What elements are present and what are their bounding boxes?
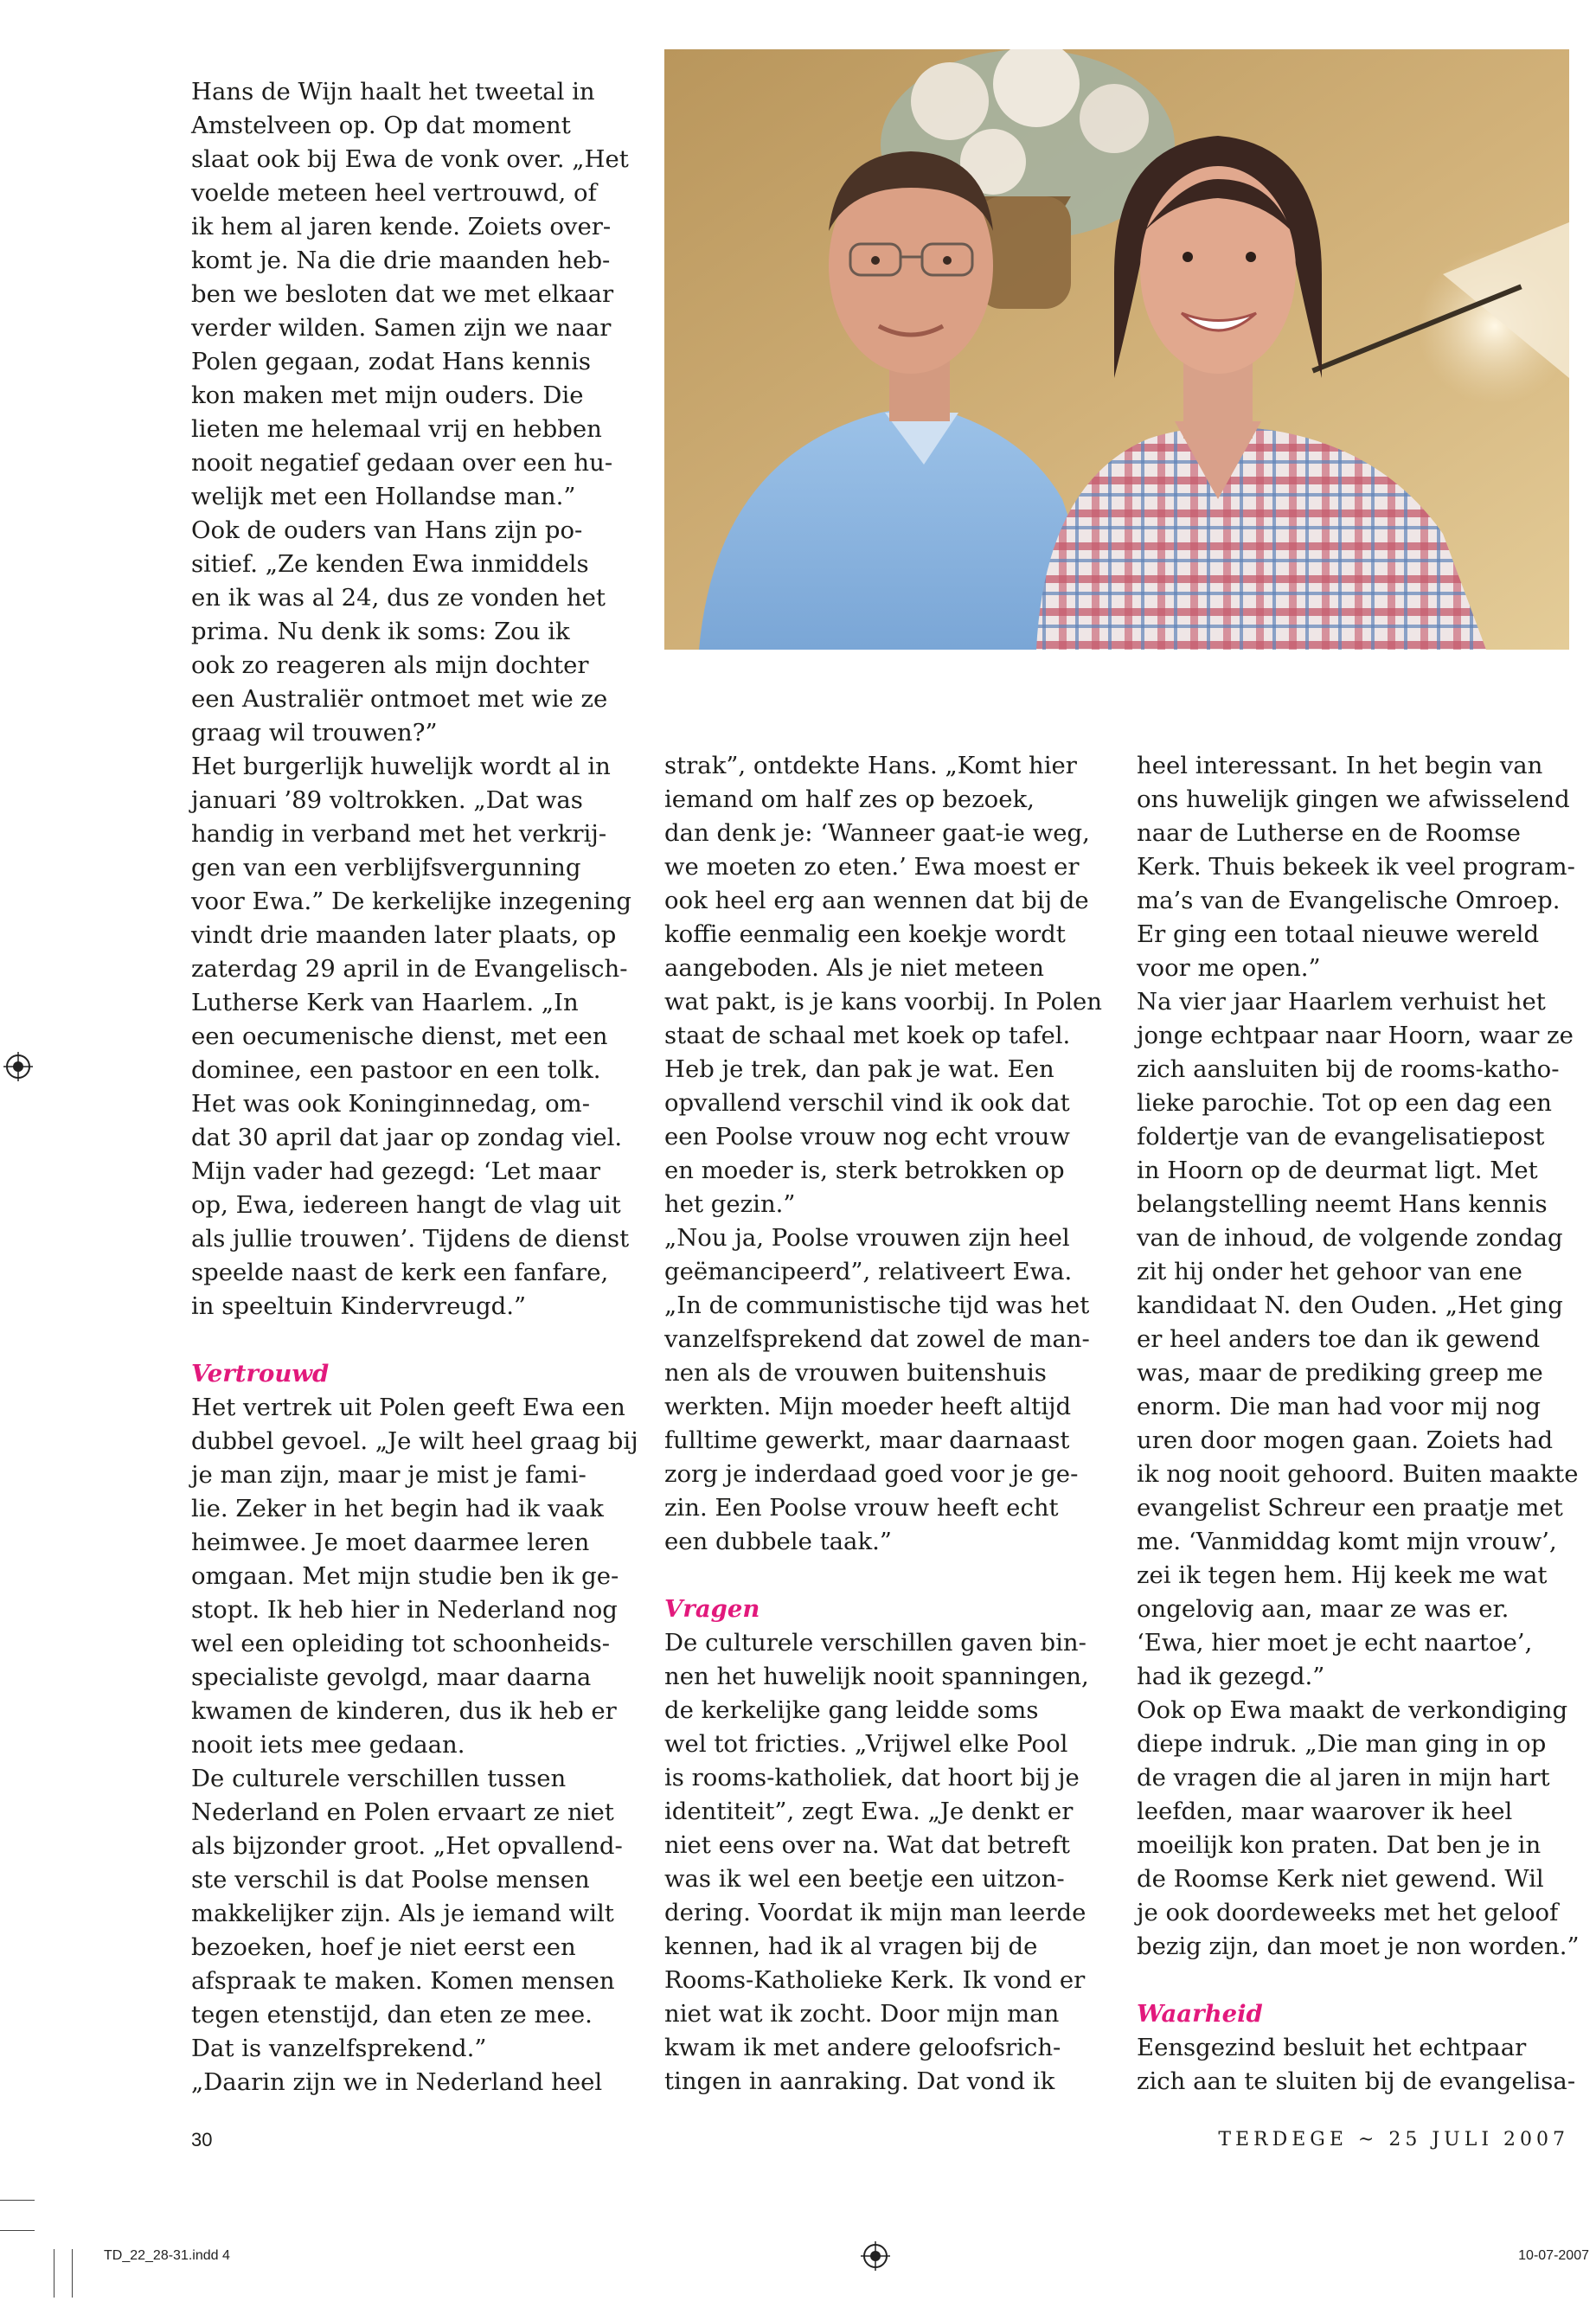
text-line: tegen etenstijd, dan eten ze mee. bbox=[191, 2001, 593, 2029]
text-line: ons huwelijk gingen we afwisselend bbox=[1137, 785, 1570, 813]
text-line: wel tot fricties. „Vrijwel elke Pool bbox=[664, 1730, 1068, 1758]
text-line: ben we besloten dat we met elkaar bbox=[191, 280, 614, 308]
text-line: je man zijn, maar je mist je fami- bbox=[191, 1461, 586, 1489]
text-line: ste verschil is dat Poolse mensen bbox=[191, 1866, 590, 1894]
text-line: gen van een verblijfsvergunning bbox=[191, 854, 581, 881]
text-line: vanzelfsprekend dat zowel de man- bbox=[664, 1325, 1090, 1353]
text-line: staat de schaal met koek op tafel. bbox=[664, 1022, 1071, 1049]
text-line: zaterdag 29 april in de Evangelisch- bbox=[191, 955, 628, 983]
column3-body-continued bbox=[1137, 2031, 1580, 2099]
text-line: diepe indruk. „Die man ging in op bbox=[1137, 1730, 1547, 1758]
text-line: zorg je inderdaad goed voor je ge- bbox=[664, 1460, 1079, 1488]
text-line: een oecumenische dienst, met een bbox=[191, 1022, 608, 1050]
page-number: 30 bbox=[191, 2129, 213, 2150]
text-line: zei ik tegen hem. Hij keek me wat bbox=[1137, 1561, 1548, 1589]
text-line: in speeltuin Kindervreugd.” bbox=[191, 1292, 527, 1320]
text-line: Er ging een totaal nieuwe wereld bbox=[1137, 920, 1540, 948]
text-line: identiteit”, zegt Ewa. „Je denkt er bbox=[664, 1798, 1074, 1825]
text-line: welijk met een Hollandse man.” bbox=[191, 483, 576, 510]
text-line: „Nou ja, Poolse vrouwen zijn heel bbox=[664, 1224, 1070, 1252]
text-line: zin. Een Poolse vrouw heeft echt bbox=[664, 1494, 1059, 1522]
text-line: kwamen de kinderen, dus ik heb er bbox=[191, 1697, 617, 1725]
text-line: ook zo reageren als mijn dochter bbox=[191, 651, 589, 679]
text-line: ongelovig aan, maar ze was er. bbox=[1137, 1595, 1509, 1623]
slug-date: 10-07-2007 bbox=[1518, 2248, 1589, 2263]
text-line: Lutherse Kerk van Haarlem. „In bbox=[191, 989, 579, 1016]
text-line: Hans de Wijn haalt het tweetal in bbox=[191, 78, 595, 106]
text-line: kon maken met mijn ouders. Die bbox=[191, 381, 584, 409]
text-line: geëmancipeerd”, relativeert Ewa. bbox=[664, 1258, 1073, 1285]
registration-mark-icon bbox=[3, 1052, 33, 1081]
text-line: stopt. Ik heb hier in Nederland nog bbox=[191, 1596, 618, 1624]
text-line: bezoeken, hoef je niet eerst een bbox=[191, 1933, 576, 1961]
text-line: niet wat ik zocht. Door mijn man bbox=[664, 2000, 1060, 2028]
text-line: zit hij onder het gehoor van ene bbox=[1137, 1258, 1522, 1285]
text-line: had ik gezegd.” bbox=[1137, 1663, 1325, 1690]
text-line: enorm. Die man had voor mij nog bbox=[1137, 1393, 1542, 1420]
text-line: nen als de vrouwen buitenshuis bbox=[664, 1359, 1047, 1387]
text-line: leefden, maar waarover ik heel bbox=[1137, 1798, 1513, 1825]
text-line: jonge echtpaar naar Hoorn, waar ze bbox=[1137, 1022, 1574, 1049]
text-line: Rooms-Katholieke Kerk. Ik vond er bbox=[664, 1966, 1086, 1994]
text-line: „Daarin zijn we in Nederland heel bbox=[191, 2068, 603, 2096]
text-line: en ik was al 24, dus ze vonden het bbox=[191, 584, 606, 612]
text-line: werkten. Mijn moeder heeft altijd bbox=[664, 1393, 1072, 1420]
text-line: tingen in aanraking. Dat vond ik bbox=[664, 2067, 1055, 2095]
text-line: het gezin.” bbox=[664, 1190, 796, 1218]
text-line: dat 30 april dat jaar op zondag viel. bbox=[191, 1124, 623, 1151]
column2-body bbox=[664, 749, 1102, 1559]
text-line: Eensgezind besluit het echtpaar bbox=[1137, 2034, 1527, 2061]
text-line: wel een opleiding tot schoonheids- bbox=[191, 1630, 611, 1657]
text-line: dominee, een pastoor en een tolk. bbox=[191, 1056, 601, 1084]
text-line: moeilijk kon praten. Dat ben je in bbox=[1137, 1831, 1542, 1859]
text-line: me. ‘Vanmiddag komt mijn vrouw’, bbox=[1137, 1528, 1557, 1555]
text-line: nen het huwelijk nooit spanningen, bbox=[664, 1663, 1089, 1690]
text-line: dering. Voordat ik mijn man leerde bbox=[664, 1899, 1086, 1926]
text-line: was, maar de prediking greep me bbox=[1137, 1359, 1543, 1387]
column1-body bbox=[191, 75, 638, 1324]
text-line: Nederland en Polen ervaart ze niet bbox=[191, 1798, 614, 1826]
slug-filename: TD_22_28-31.indd 4 bbox=[104, 2248, 230, 2263]
text-line: omgaan. Met mijn studie ben ik ge- bbox=[191, 1562, 619, 1590]
couple-photo bbox=[664, 49, 1569, 650]
text-line: voor Ewa.” De kerkelijke inzegening bbox=[191, 888, 631, 915]
text-line: verder wilden. Samen zijn we naar bbox=[191, 314, 612, 342]
subheading-waarheid: Waarheid bbox=[1137, 2000, 1263, 2028]
text-line: belangstelling neemt Hans kennis bbox=[1137, 1190, 1548, 1218]
text-line: wat pakt, is je kans voorbij. In Polen bbox=[664, 988, 1102, 1016]
text-line: Dat is vanzelfsprekend.” bbox=[191, 2035, 487, 2062]
text-line: nooit iets mee gedaan. bbox=[191, 1731, 465, 1759]
text-line: Het burgerlijk huwelijk wordt al in bbox=[191, 753, 611, 780]
text-line: was ik wel een beetje een uitzon- bbox=[664, 1865, 1065, 1893]
text-line: dan denk je: ‘Wanneer gaat-ie weg, bbox=[664, 819, 1090, 847]
text-line: van de inhoud, de volgende zondag bbox=[1137, 1224, 1563, 1252]
text-line: de kerkelijke gang leidde soms bbox=[664, 1696, 1039, 1724]
text-line: lie. Zeker in het begin had ik vaak bbox=[191, 1495, 604, 1522]
text-line: er heel anders toe dan ik gewend bbox=[1137, 1325, 1541, 1353]
text-line: kwam ik met andere geloofsrich- bbox=[664, 2034, 1061, 2061]
text-line: we moeten zo eten.’ Ewa moest er bbox=[664, 853, 1080, 881]
text-line: foldertje van de evangelisatiepost bbox=[1137, 1123, 1545, 1150]
crop-mark bbox=[0, 2200, 35, 2201]
text-line: graag wil trouwen?” bbox=[191, 719, 438, 747]
text-line: in Hoorn op de deurmat ligt. Met bbox=[1137, 1157, 1538, 1184]
text-line: vindt drie maanden later plaats, op bbox=[191, 921, 617, 949]
text-line: zich aan te sluiten bij de evangelisa- bbox=[1137, 2067, 1576, 2095]
text-line: als bijzonder groot. „Het opvallend- bbox=[191, 1832, 623, 1860]
article-column-1 bbox=[191, 75, 638, 2099]
text-line: niet eens over na. Wat dat betreft bbox=[664, 1831, 1070, 1859]
text-line: voelde meteen heel vertrouwd, of bbox=[191, 179, 597, 207]
text-line: Polen gegaan, zodat Hans kennis bbox=[191, 348, 591, 375]
text-line: Amstelveen op. Op dat moment bbox=[191, 112, 571, 139]
text-line: De culturele verschillen tussen bbox=[191, 1765, 567, 1792]
text-line: een Poolse vrouw nog echt vrouw bbox=[664, 1123, 1070, 1150]
magazine-issue: TERDEGE ~ 25 JULI 2007 bbox=[1218, 2129, 1569, 2150]
text-line: naar de Lutherse en de Roomse bbox=[1137, 819, 1521, 847]
text-line: en moeder is, sterk betrokken op bbox=[664, 1157, 1065, 1184]
text-line: makkelijker zijn. Als je iemand wilt bbox=[191, 1900, 614, 1927]
text-line: je ook doordeweeks met het geloof bbox=[1137, 1899, 1559, 1926]
text-line: bezig zijn, dan moet je non worden.” bbox=[1137, 1932, 1580, 1960]
article-column-3 bbox=[1137, 749, 1580, 2099]
text-line: de Roomse Kerk niet gewend. Wil bbox=[1137, 1865, 1544, 1893]
text-line: Ook de ouders van Hans zijn po- bbox=[191, 516, 583, 544]
text-line: specialiste gevolgd, maar daarna bbox=[191, 1663, 592, 1691]
text-line: Ook op Ewa maakt de verkondiging bbox=[1137, 1696, 1568, 1724]
text-line: zich aansluiten bij de rooms-katho- bbox=[1137, 1055, 1560, 1083]
text-line: evangelist Schreur een praatje met bbox=[1137, 1494, 1563, 1522]
text-line: kandidaat N. den Ouden. „Het ging bbox=[1137, 1292, 1563, 1319]
column3-body bbox=[1137, 749, 1580, 1964]
text-line: Het vertrek uit Polen geeft Ewa een bbox=[191, 1394, 625, 1421]
text-line: uren door mogen gaan. Zoiets had bbox=[1137, 1426, 1554, 1454]
crop-mark bbox=[72, 2249, 73, 2298]
text-line: prima. Nu denk ik soms: Zou ik bbox=[191, 618, 570, 645]
text-line: dubbel gevoel. „Je wilt heel graag bij bbox=[191, 1427, 638, 1455]
text-line: een dubbele taak.” bbox=[664, 1528, 892, 1555]
text-line: op, Ewa, iedereen hangt de vlag uit bbox=[191, 1191, 621, 1219]
subheading-vertrouwd: Vertrouwd bbox=[191, 1360, 330, 1388]
text-line: is rooms-katholiek, dat hoort bij je bbox=[664, 1764, 1080, 1791]
text-line: „In de communistische tijd was het bbox=[664, 1292, 1090, 1319]
text-line: heimwee. Je moet daarmee leren bbox=[191, 1529, 590, 1556]
text-line: komt je. Na die drie maanden heb- bbox=[191, 247, 611, 274]
text-line: speelde naast de kerk een fanfare, bbox=[191, 1259, 609, 1286]
text-line: fulltime gewerkt, maar daarnaast bbox=[664, 1426, 1070, 1454]
text-line: nooit negatief gedaan over een hu- bbox=[191, 449, 613, 477]
subheading-vragen: Vragen bbox=[664, 1595, 760, 1623]
text-line: afspraak te maken. Komen mensen bbox=[191, 1967, 615, 1995]
text-line: opvallend verschil vind ik ook dat bbox=[664, 1089, 1070, 1117]
text-line: ik hem al jaren kende. Zoiets over- bbox=[191, 213, 612, 240]
text-line: Na vier jaar Haarlem verhuist het bbox=[1137, 988, 1546, 1016]
text-line: lieten me helemaal vrij en hebben bbox=[191, 415, 602, 443]
text-line: handig in verband met het verkrij- bbox=[191, 820, 607, 848]
text-line: iemand om half zes op bezoek, bbox=[664, 785, 1035, 813]
text-line: Kerk. Thuis bekeek ik veel program- bbox=[1137, 853, 1575, 881]
text-line: de vragen die al jaren in mijn hart bbox=[1137, 1764, 1550, 1791]
text-line: januari ’89 voltrokken. „Dat was bbox=[191, 786, 583, 814]
text-line: Mijn vader had gezegd: ‘Let maar bbox=[191, 1157, 601, 1185]
text-line: lieke parochie. Tot op een dag een bbox=[1137, 1089, 1552, 1117]
text-line: voor me open.” bbox=[1137, 954, 1321, 982]
text-line: ook heel erg aan wennen dat bij de bbox=[664, 887, 1089, 914]
text-line: strak”, ontdekte Hans. „Komt hier bbox=[664, 752, 1077, 779]
article-column-2 bbox=[664, 749, 1102, 2099]
text-line: Heb je trek, dan pak je wat. Een bbox=[664, 1055, 1054, 1083]
text-line: Het was ook Koninginnedag, om- bbox=[191, 1090, 591, 1118]
text-line: ‘Ewa, hier moet je echt naartoe’, bbox=[1137, 1629, 1533, 1657]
text-line: als jullie trouwen’. Tijdens de dienst bbox=[191, 1225, 630, 1253]
column1-body-continued bbox=[191, 1391, 638, 2099]
registration-mark-icon bbox=[861, 2241, 890, 2271]
text-line: heel interessant. In het begin van bbox=[1137, 752, 1543, 779]
text-line: ik nog nooit gehoord. Buiten maakte bbox=[1137, 1460, 1579, 1488]
text-line: aangeboden. Als je niet meteen bbox=[664, 954, 1044, 982]
text-line: sitief. „Ze kenden Ewa inmiddels bbox=[191, 550, 589, 578]
text-line: ma’s van de Evangelische Omroep. bbox=[1137, 887, 1561, 914]
column2-body-continued bbox=[664, 1626, 1102, 2099]
text-line: slaat ook bij Ewa de vonk over. „Het bbox=[191, 145, 629, 173]
text-line: De culturele verschillen gaven bin- bbox=[664, 1629, 1086, 1657]
text-line: een Australiër ontmoet met wie ze bbox=[191, 685, 608, 713]
text-line: koffie eenmalig een koekje wordt bbox=[664, 920, 1066, 948]
crop-mark bbox=[0, 2230, 35, 2231]
text-line: kennen, had ik al vragen bij de bbox=[664, 1932, 1038, 1960]
